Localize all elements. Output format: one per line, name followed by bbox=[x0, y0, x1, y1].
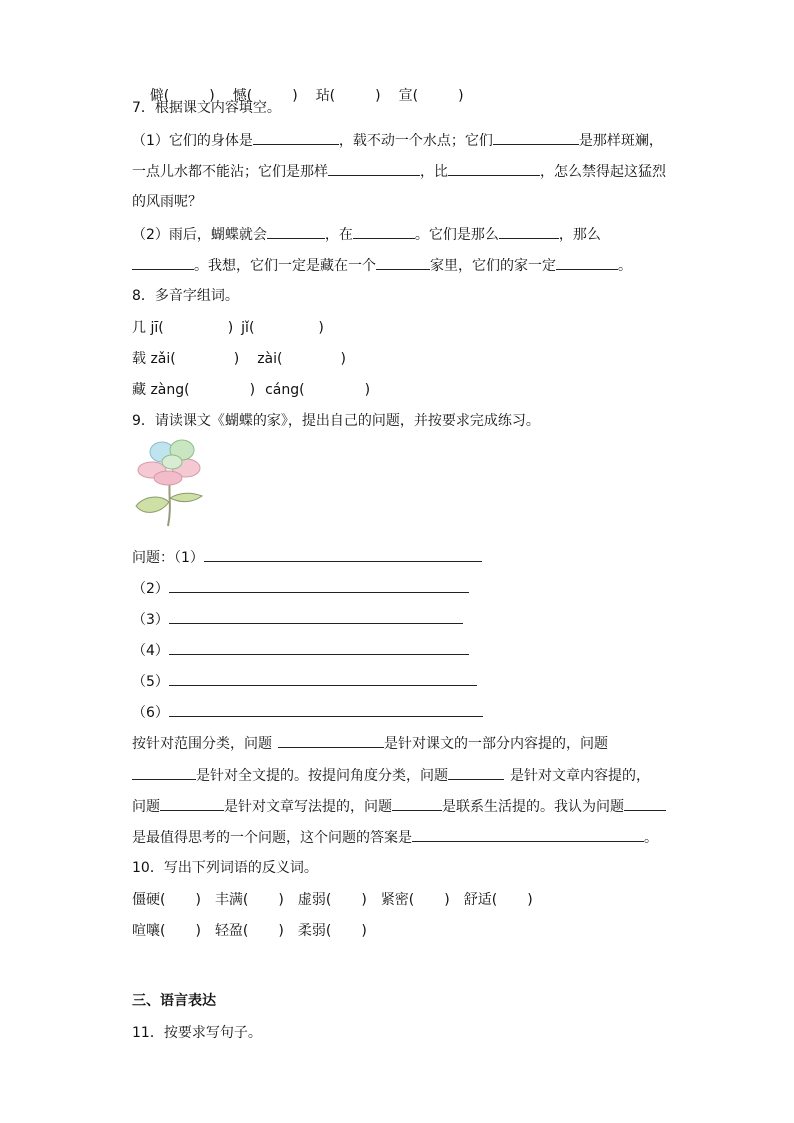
section-heading: 三、语言表达 bbox=[132, 993, 216, 1009]
q8-row-2: 载 zǎi( ) zài( ) bbox=[132, 351, 346, 367]
blank[interactable] bbox=[328, 161, 420, 176]
q7-p1-line3: 的风雨呢？ bbox=[132, 194, 202, 210]
q9-title: 9．请读课文《蝴蝶的家》，提出自己的问题，并按要求完成练习。 bbox=[132, 413, 540, 429]
q10-row-2: 喧嚷( ) 轻盈( ) 柔弱( ) bbox=[132, 923, 367, 939]
q9-question-3: （3） bbox=[132, 609, 463, 630]
blank[interactable] bbox=[448, 161, 540, 176]
answer-line[interactable] bbox=[169, 640, 469, 655]
q7-title: 7．根据课文内容填空。 bbox=[132, 100, 281, 116]
q7-p2-line2: 。我想，它们一定是藏在一个 家里，它们的家一定 。 bbox=[132, 255, 632, 276]
answer-line[interactable] bbox=[169, 609, 463, 624]
blank[interactable] bbox=[132, 765, 196, 780]
q9-classify-line2: 是针对全文提的。按提问角度分类，问题 是针对文章内容提的， bbox=[132, 765, 650, 786]
q9-question-6: （6） bbox=[132, 702, 483, 723]
blank[interactable] bbox=[253, 130, 339, 145]
q9-question-2: （2） bbox=[132, 578, 469, 599]
answer-line[interactable] bbox=[204, 547, 482, 562]
blank[interactable] bbox=[267, 224, 325, 239]
q9-classify-line4: 是最值得思考的一个问题，这个问题的答案是 。 bbox=[132, 827, 658, 848]
answer-line[interactable] bbox=[169, 671, 477, 686]
blank[interactable] bbox=[160, 796, 224, 811]
q7-p1-line1: （1）它们的身体是 ，载不动一个水点；它们 是那样斑斓， bbox=[132, 130, 663, 151]
q10-row-1: 僵硬( ) 丰满( ) 虚弱( ) 紧密( ) 舒适( ) bbox=[132, 892, 533, 908]
answer-line[interactable] bbox=[169, 578, 469, 593]
q7-p2-line1: （2）雨后，蝴蝶就会 ，在 。它们是那么 ，那么 bbox=[132, 224, 601, 245]
blank[interactable] bbox=[499, 224, 559, 239]
q6-row: 僻( ) 憾( ) 玷( ) 宣( ) bbox=[149, 88, 464, 104]
blank[interactable] bbox=[278, 733, 384, 748]
q6-char-1: 僻( bbox=[149, 88, 170, 104]
q11-title: 11．按要求写句子。 bbox=[132, 1025, 262, 1041]
q7-p1-line2: 一点儿水都不能沾；它们是那样 ，比 ，怎么禁得起这猛烈 bbox=[132, 161, 666, 182]
q9-classify-line1: 按针对范围分类，问题 是针对课文的一部分内容提的，问题 bbox=[132, 733, 608, 754]
blank[interactable] bbox=[392, 796, 442, 811]
blank[interactable] bbox=[556, 255, 618, 270]
answer-line[interactable] bbox=[169, 702, 483, 717]
q10-title: 10．写出下列词语的反义词。 bbox=[132, 860, 318, 876]
q6-char-2: 憾( bbox=[232, 88, 253, 104]
blank[interactable] bbox=[493, 130, 579, 145]
q9-classify-line3: 问题 是针对文章写法提的，问题 是联系生活提的。我认为问题 bbox=[132, 796, 666, 817]
q8-row-3: 藏 zàng( ) cáng( ) bbox=[132, 382, 371, 398]
blank[interactable] bbox=[448, 765, 504, 780]
q9-question-5: （5） bbox=[132, 671, 477, 692]
q8-row-1: 几 jī( ) jǐ( ) bbox=[132, 320, 324, 336]
q6-char-4: 宣( bbox=[398, 88, 419, 104]
blank[interactable] bbox=[412, 827, 644, 842]
q9-question-1: 问题：（1） bbox=[132, 547, 482, 568]
flower-illustration bbox=[132, 436, 204, 528]
blank[interactable] bbox=[376, 255, 430, 270]
blank[interactable] bbox=[353, 224, 415, 239]
blank[interactable] bbox=[624, 796, 666, 811]
q8-title: 8．多音字组词。 bbox=[132, 288, 239, 304]
blank[interactable] bbox=[132, 255, 194, 270]
q6-char-3: 玷( bbox=[315, 88, 336, 104]
q9-question-4: （4） bbox=[132, 640, 469, 661]
